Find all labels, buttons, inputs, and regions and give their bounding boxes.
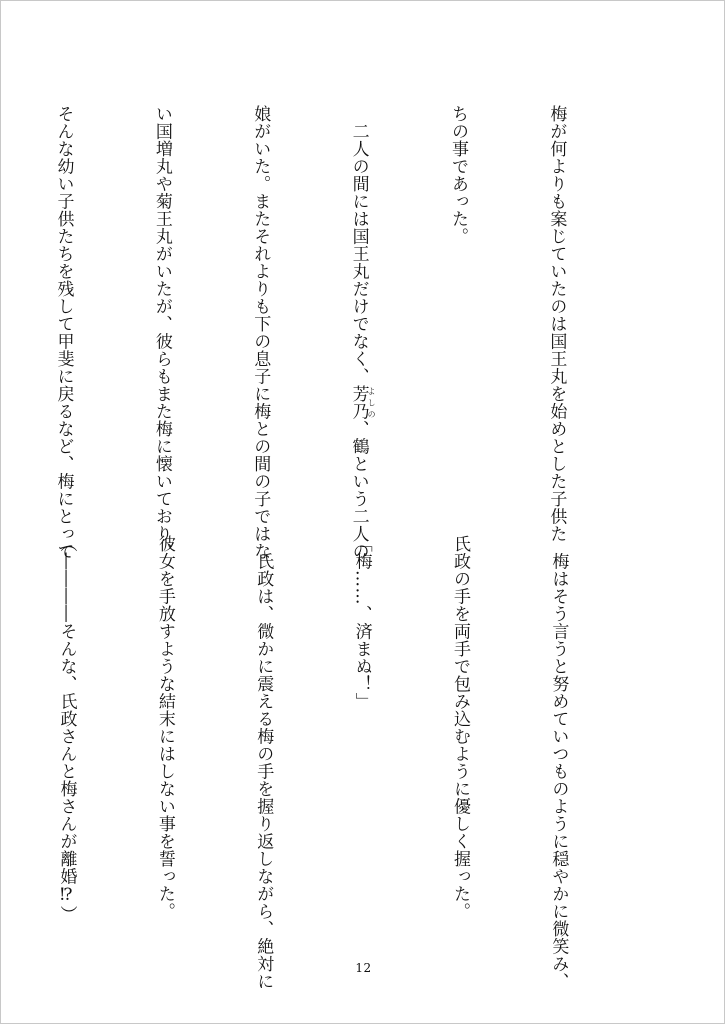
text-fragment: 二人の間には国王丸だけでなく、 — [348, 105, 369, 385]
text-line: ちの事であった。 — [448, 105, 469, 245]
text-line: 氏政は、微かに震える梅の手を握り返しながら、絶対に — [253, 535, 274, 990]
text-line: 梅が何よりも案じていたのは国王丸を始めとした子供た — [546, 105, 567, 543]
ruby-reading: よしの — [367, 385, 377, 420]
text-line: 娘がいた。またそれよりも下の息子に梅との間の子ではな — [250, 105, 271, 560]
text-line: （――――そんな、氏政さんと梅さんが離婚⁉） — [56, 535, 77, 923]
text-line: 梅はそう言うと努めていつものように穏やかに微笑み、 — [548, 535, 569, 990]
text-line: そんな幼い子供たちを残して甲斐に戻るなど、梅にとって — [53, 105, 74, 560]
text-line-with-ruby — [342, 105, 377, 560]
text-line: 彼女を手放すような結末にはしない事を誓った。 — [154, 535, 175, 920]
ruby-name — [348, 385, 377, 420]
text-line: 氏政の手を両手で包み込むように優しく握った。 — [450, 535, 471, 920]
page-number: 12 — [355, 961, 372, 975]
ruby-base: 芳乃 — [348, 385, 369, 420]
text-block-top — [0, 105, 638, 560]
text-fragment: 、鶴という二人の — [348, 420, 369, 560]
text-line: い国増丸や菊王丸がいたが、彼らもまた梅に懐いており、 — [151, 105, 172, 560]
text-line: 「梅……、済まぬ！」 — [351, 535, 372, 710]
